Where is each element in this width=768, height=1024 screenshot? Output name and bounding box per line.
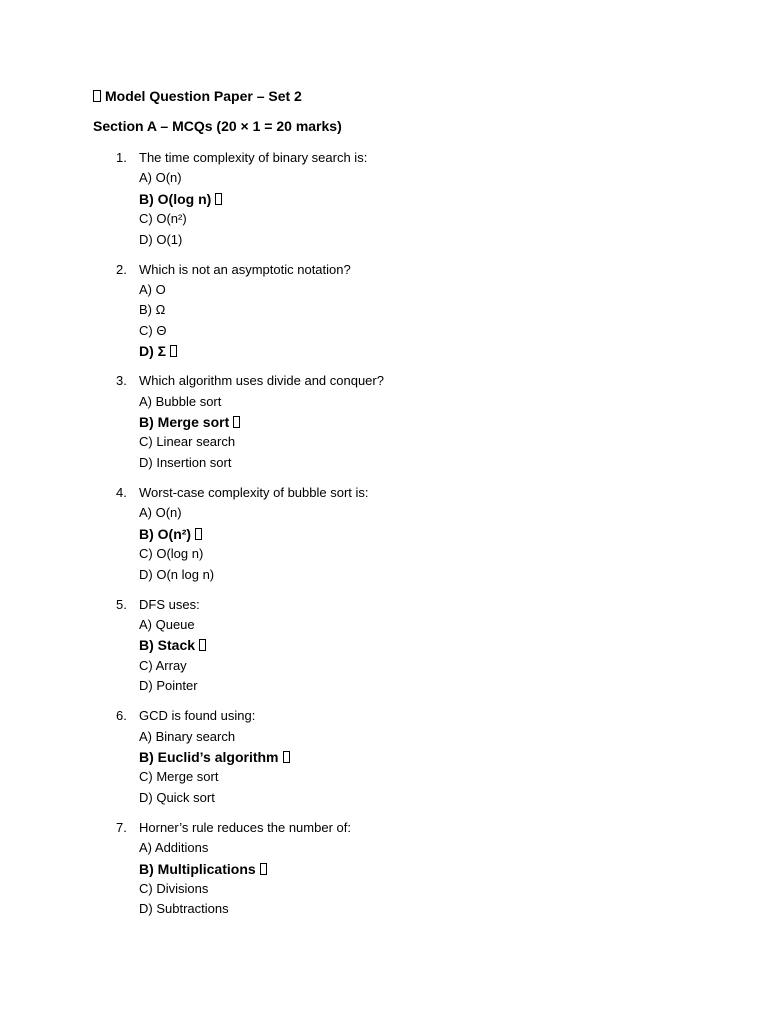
answer-option-label: C) Linear search [139,434,236,450]
answer-option-correct [139,412,768,432]
answer-option-label: B) Euclid’s algorithm [139,748,279,765]
missing-glyph-icon [215,193,222,205]
question-body [139,483,768,585]
answer-option-label: B) Multiplications [139,860,256,877]
answer-option [139,767,768,787]
question-number: 5. [116,596,127,612]
question-body [139,595,768,697]
answer-option-correct [139,189,768,209]
answer-option-label: A) Binary search [139,728,236,744]
question-item [0,260,768,362]
missing-glyph-icon [233,416,240,428]
question-item [0,483,768,585]
page-title-text: Model Question Paper – Set 2 [105,88,302,104]
answer-option-label: A) O(n) [139,505,182,521]
answer-option-label: C) Divisions [139,880,209,896]
answer-option-label: D) O(1) [139,231,183,247]
question-text: DFS uses: [139,596,200,612]
answer-option-label: C) Θ [139,322,167,338]
answer-option-label: D) Quick sort [139,789,215,805]
answer-option-label: B) Ω [139,302,166,318]
question-number: 7. [116,819,127,835]
answer-option-correct [139,341,768,361]
section-heading: Section A – MCQs (20 × 1 = 20 marks) [93,118,342,134]
answer-option [139,615,768,635]
answer-option-label: A) Bubble sort [139,393,222,409]
question-body [139,371,768,473]
missing-glyph-icon [170,345,177,357]
question-number: 2. [116,261,127,277]
answer-option [139,432,768,452]
answer-option-label: D) Subtractions [139,901,229,917]
answer-option-label: C) Array [139,657,187,673]
question-item [0,818,768,920]
answer-option-label: A) Queue [139,616,195,632]
answer-option [139,453,768,473]
answer-option-label: A) O [139,282,166,298]
question-number: 1. [116,150,127,165]
question-text: Which algorithm uses divide and conquer? [139,373,384,389]
answer-option-label: A) Additions [139,840,209,856]
answer-option-correct [139,524,768,544]
question-number: 6. [116,708,127,724]
answer-option [139,230,768,250]
answer-option-correct [139,747,768,767]
missing-glyph-icon [195,528,202,540]
answer-option [139,503,768,523]
answer-option-label: B) Merge sort [139,414,230,431]
answer-option-label: C) O(n²) [139,211,187,227]
page-title [93,87,302,105]
answer-option [139,280,768,300]
answer-option [139,899,768,919]
answer-option-correct [139,635,768,655]
answer-option [139,727,768,747]
answer-option [139,392,768,412]
answer-option-label: D) O(n log n) [139,566,215,582]
question-text: GCD is found using: [139,708,256,724]
question-item [0,371,768,473]
question-item [0,148,768,250]
question-number: 4. [116,484,127,500]
answer-option-label: B) O(log n) [139,190,212,207]
missing-glyph-icon [260,863,267,875]
answer-option-correct [139,859,768,879]
answer-option-label: D) Pointer [139,678,198,694]
answer-option [139,565,768,585]
answer-option [139,544,768,564]
question-list [0,148,768,929]
answer-option-label: B) Stack [139,637,196,654]
question-item [0,595,768,697]
missing-glyph-icon [93,90,101,102]
answer-option [139,321,768,341]
question-number: 3. [116,373,127,389]
question-body [139,260,768,362]
question-text: Horner’s rule reduces the number of: [139,819,351,835]
answer-option-label: C) O(log n) [139,546,204,562]
answer-option [139,879,768,899]
missing-glyph-icon [199,639,206,651]
answer-option [139,300,768,320]
question-text: Which is not an asymptotic notation? [139,261,351,277]
answer-option [139,838,768,858]
question-text: The time complexity of binary search is: [139,150,368,165]
question-body [139,818,768,920]
answer-option-label: C) Merge sort [139,769,219,785]
answer-option [139,656,768,676]
question-text: Worst-case complexity of bubble sort is: [139,484,369,500]
answer-option-label: B) O(n²) [139,525,192,542]
question-item [0,706,768,808]
answer-option [139,168,768,188]
answer-option [139,788,768,808]
answer-option [139,209,768,229]
question-body [139,148,768,250]
answer-option [139,676,768,696]
answer-option-label: D) Σ [139,343,167,360]
question-body [139,706,768,808]
answer-option-label: A) O(n) [139,170,182,186]
missing-glyph-icon [283,751,290,763]
answer-option-label: D) Insertion sort [139,454,232,470]
